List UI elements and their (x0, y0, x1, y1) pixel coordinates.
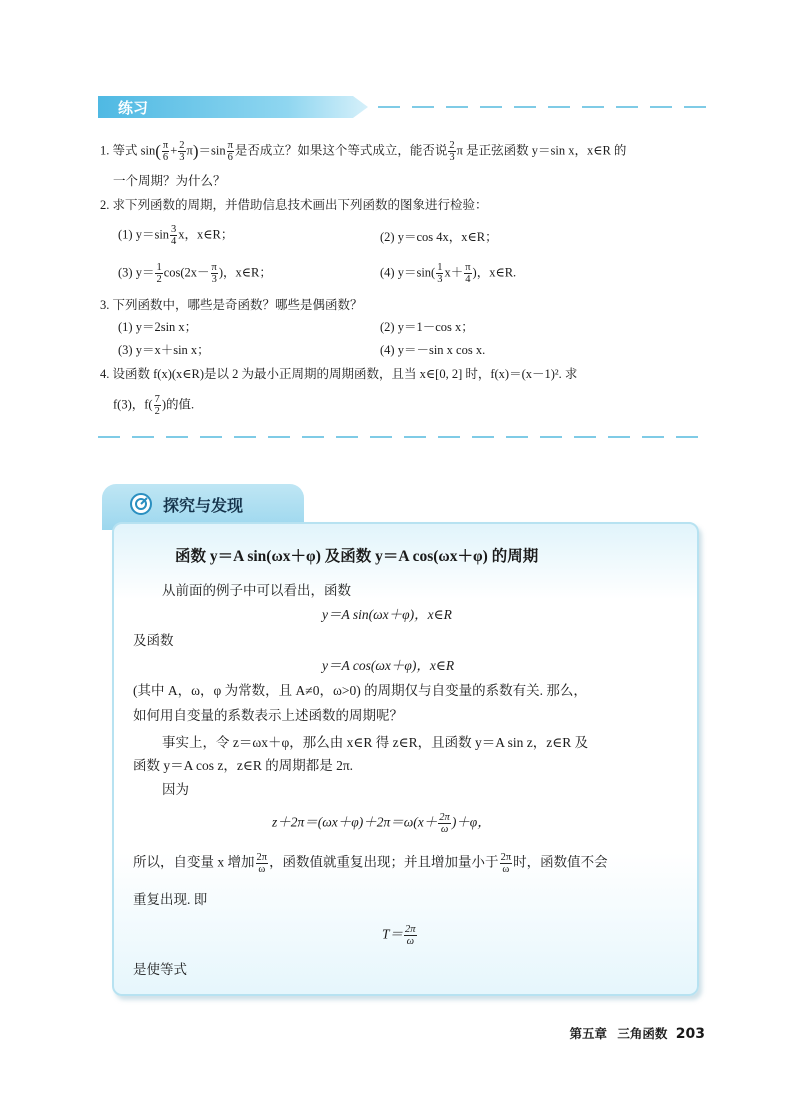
page-footer (570, 1024, 705, 1042)
explore-eq4: T＝ $\frac{2\pi}{\omega}$ (382, 924, 416, 947)
explore-p4a: 事实上，令 z＝ωx＋φ，那么由 x∈R 得 z∈R，且函数 y＝A sin z，z∈R 及 (162, 735, 589, 750)
explore-p8: 是使等式 (133, 962, 187, 977)
explore-heading: 函数 y＝A sin(ωx＋φ) 及函数 y＝A cos(ωx＋φ) 的周期 (175, 548, 539, 565)
question-3-item-1: (1) y＝2sin x； (118, 320, 198, 334)
question-4-line2: f(3)，f( $\frac{7}{2}$ )的值. (113, 394, 195, 417)
question-2-item-4: (4) y＝sin( $\frac{1}{3}$ x＋ $\frac{\pi}{4}$ )，x∈R. (380, 262, 517, 285)
footer-chapter: 第五章 (569, 1026, 608, 1041)
question-2-item-2: (2) y＝cos 4x，x∈R； (380, 230, 498, 244)
top-dash-divider (378, 106, 708, 108)
footer-title: 三角函数 (617, 1026, 668, 1041)
explore-p3a: (其中 A，ω，φ 为常数，且 A≠0，ω>0) 的周期仅与自变量的系数有关. 那么， (133, 683, 587, 698)
explore-p7: 重复出现. 即 (133, 892, 208, 907)
question-3-item-4: (4) y＝－sin x cos x. (380, 343, 486, 357)
question-4: 4. 设函数 f(x)(x∈R)是以 2 为最小正周期的周期函数，且当 x∈[0, 2] 时，f(x)＝(x－1)². 求 (100, 367, 578, 381)
bottom-dash-divider (98, 436, 708, 438)
question-3: 3. 下列函数中，哪些是奇函数？哪些是偶函数？ (100, 298, 363, 312)
explore-p6: 所以，自变量 x 增加 $\frac{2\pi}{\omega}$ ，函数值就重复出现；并且增加量小于 $\frac{2\pi}{\omega}$ 时，函数值不会 (133, 852, 608, 875)
practice-title: 练习 (118, 99, 149, 117)
question-2: 2. 求下列函数的周期，并借助信息技术画出下列函数的图象进行检验： (100, 198, 488, 212)
explore-icon (130, 493, 152, 515)
explore-p1: 从前面的例子中可以看出，函数 (162, 583, 351, 598)
explore-p2: 及函数 (133, 633, 174, 648)
question-3-item-3: (3) y＝x＋sin x； (118, 343, 210, 357)
explore-p3b: 如何用自变量的系数表示上述函数的周期呢？ (133, 708, 403, 723)
question-2-item-1: (1) y＝sin $\frac{3}{4}$ x，x∈R； (118, 224, 234, 247)
question-1: 1. 等式 sin( $\frac{\pi}{6}$ + $\frac{2}{3}$ π)＝sin $\frac{\pi}{6}$ 是否成立？如果这个等式成立，能否说 $\frac{2}{3}$ π 是正弦函数 y＝sin x，x∈R 的 (100, 140, 627, 163)
question-2-item-3: (3) y＝ $\frac{1}{2}$ cos(2x－ $\frac{\pi}{3}$ )，x∈R； (118, 262, 272, 285)
page-number: 203 (675, 1026, 705, 1042)
explore-p5: 因为 (162, 782, 189, 797)
question-3-item-2: (2) y＝1－cos x； (380, 320, 474, 334)
explore-eq3: z＋2π＝(ωx＋φ)＋2π＝ω(x＋ $\frac{2\pi}{\omega}$ )＋φ， (272, 812, 491, 835)
explore-eq2: y＝A cos(ωx＋φ)，x∈R (322, 658, 455, 673)
explore-tab-title: 探究与发现 (163, 496, 244, 515)
explore-eq1: y＝A sin(ωx＋φ)，x∈R (322, 607, 452, 622)
explore-p4b: 函数 y＝A cos z，z∈R 的周期都是 2π. (133, 758, 354, 773)
question-1-line2: 一个周期？为什么？ (113, 174, 226, 188)
